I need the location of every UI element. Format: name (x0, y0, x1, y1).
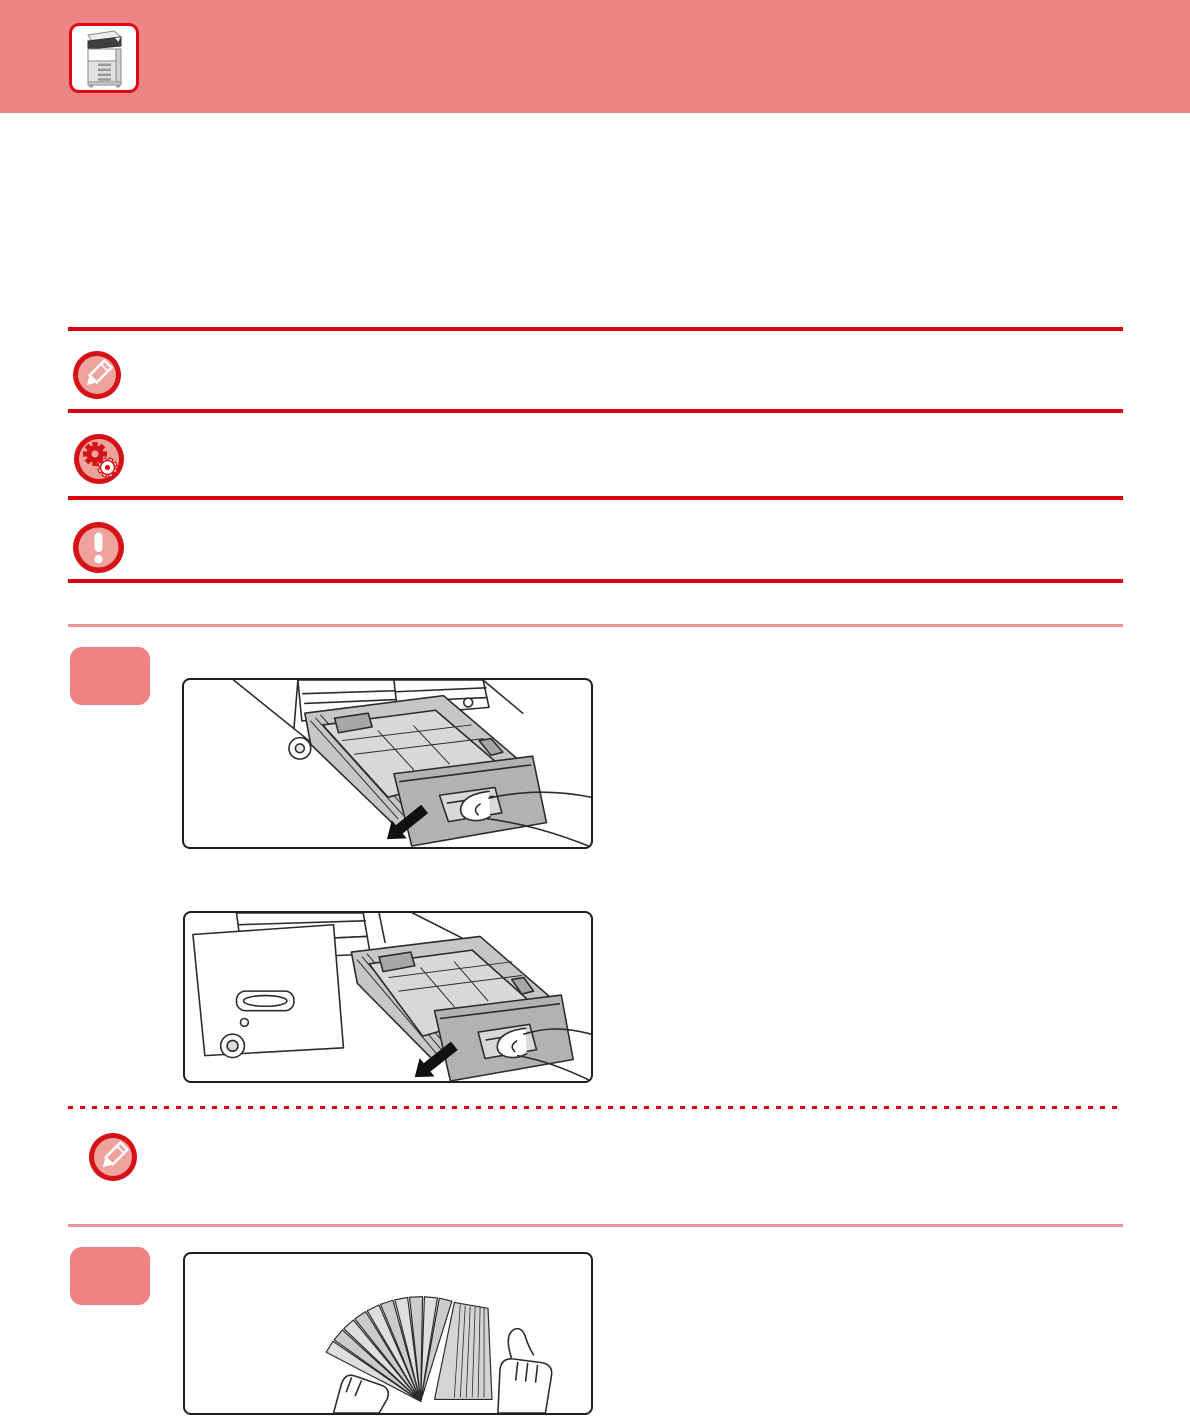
divider-salmon-2 (68, 1224, 1123, 1227)
divider-dotted (68, 1106, 1123, 1109)
illustration-pull-tray-cabinet (183, 911, 593, 1083)
mfp-printer-icon (80, 28, 128, 88)
fan-paper-illustration (185, 1254, 591, 1413)
divider-red-3 (68, 496, 1123, 500)
printer-icon-box (69, 23, 139, 93)
divider-salmon-1 (68, 624, 1123, 627)
divider-red-1 (68, 327, 1123, 331)
illustration-fan-paper (183, 1252, 593, 1415)
settings-gears-icon (73, 433, 125, 485)
note-pencil-icon (72, 350, 122, 400)
divider-red-2 (68, 409, 1123, 413)
header-bar (0, 0, 1190, 113)
step-1-badge (70, 647, 150, 705)
divider-red-4 (68, 579, 1123, 583)
tray-pull-illustration-1 (184, 680, 591, 847)
illustration-pull-tray-closeup (182, 678, 593, 849)
note-pencil-icon (88, 1132, 138, 1182)
warning-exclamation-icon (72, 521, 125, 574)
tray-pull-illustration-2 (185, 913, 591, 1081)
step-2-badge (70, 1247, 150, 1305)
